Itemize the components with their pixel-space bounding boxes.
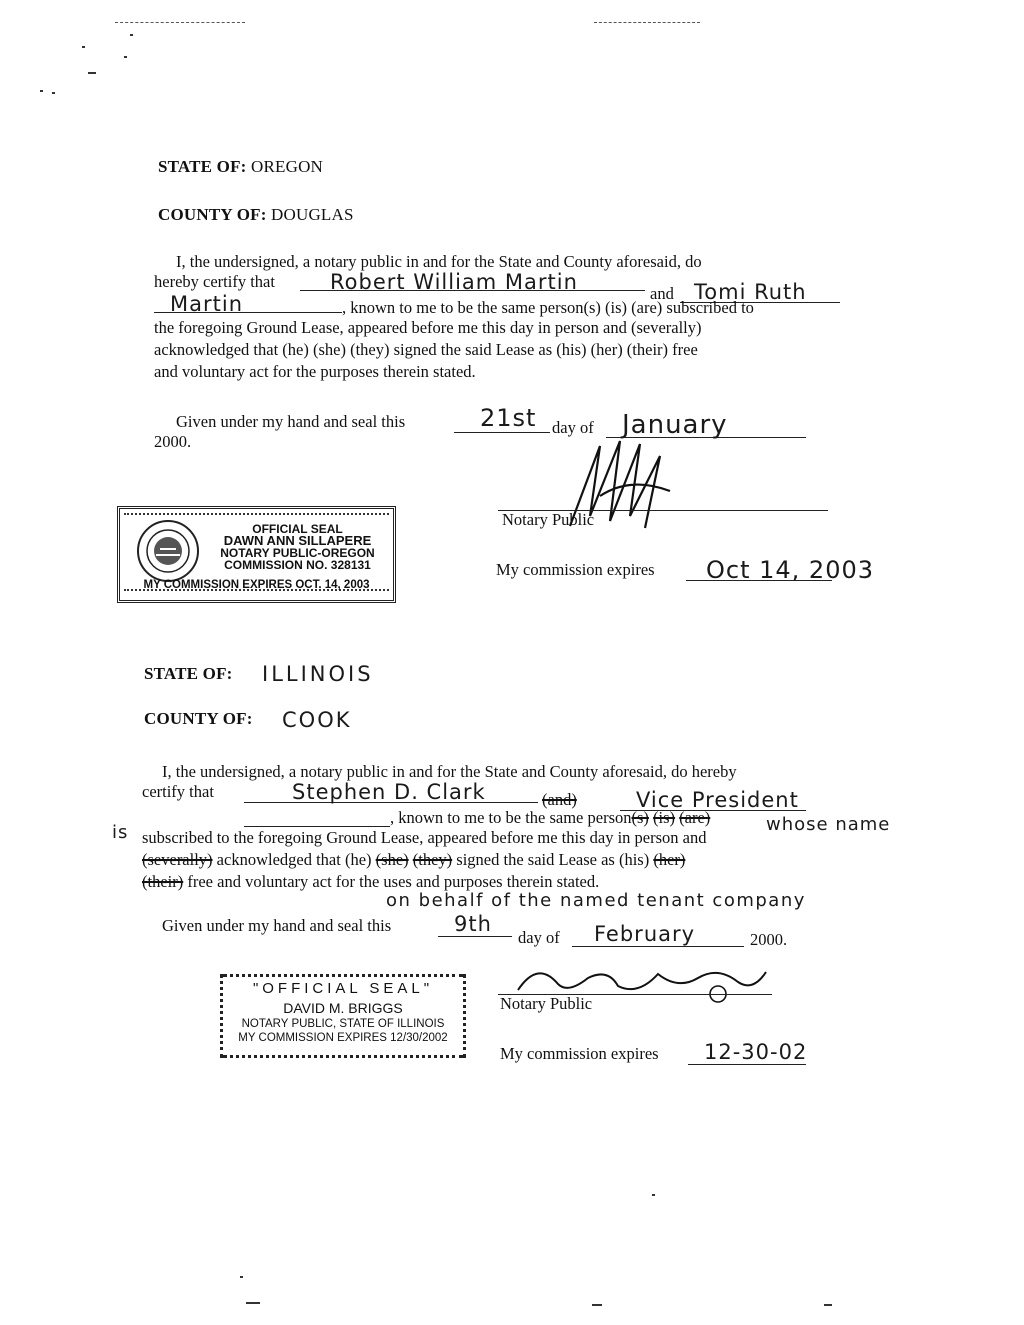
scan-speck bbox=[52, 92, 55, 94]
day-handwritten-1: 21st bbox=[480, 404, 537, 432]
official-seal-oregon bbox=[117, 506, 396, 603]
scan-speck bbox=[40, 90, 43, 92]
state-heading-1: STATE OF: OREGON bbox=[158, 157, 324, 176]
state-value-handwritten-2: ILLINOIS bbox=[262, 662, 374, 686]
commission-label-1: My commission expires bbox=[496, 560, 655, 579]
is-margin-handwritten: is bbox=[112, 822, 129, 843]
scan-speck bbox=[240, 1276, 243, 1278]
para1-line6: and voluntary act for the purposes therein stated. bbox=[154, 362, 476, 381]
para1-line5: acknowledged that (he) (she) (they) signed the said Lease as (his) (her) (their) free bbox=[154, 340, 698, 359]
commission-value-1: Oct 14, 2003 bbox=[706, 556, 874, 584]
given-text-1: Given under my hand and seal this bbox=[176, 412, 406, 431]
scan-speck bbox=[124, 56, 127, 58]
scan-speck bbox=[824, 1304, 832, 1306]
month-handwritten-1: January bbox=[622, 410, 728, 440]
day-handwritten-2: 9th bbox=[454, 912, 492, 936]
scan-speck bbox=[82, 46, 85, 48]
official-seal-illinois: "OFFICIAL SEAL" DAVID M. BRIGGS NOTARY PUBLIC, STATE OF ILLINOIS MY COMMISSION EXPIRES 12/30/2002 bbox=[220, 974, 466, 1058]
year-2: 2000. bbox=[750, 930, 788, 949]
commission-label-2: My commission expires bbox=[500, 1044, 659, 1063]
month-handwritten-2: February bbox=[594, 922, 696, 946]
scan-edge bbox=[115, 22, 245, 23]
scan-speck bbox=[592, 1304, 602, 1306]
para1-line1: I, the undersigned, a notary public in and for the State and County aforesaid, do bbox=[176, 252, 702, 271]
scan-speck bbox=[130, 34, 133, 36]
day-line-1 bbox=[454, 432, 550, 433]
notary-public-2: Notary Public bbox=[500, 994, 593, 1013]
name1-handwritten: Robert William Martin bbox=[330, 270, 578, 294]
commission-value-2: 12-30-02 bbox=[704, 1040, 808, 1064]
notary-public-1: Notary Public bbox=[502, 510, 595, 529]
name2b-handwritten: Martin bbox=[170, 292, 243, 316]
commission-line-2 bbox=[688, 1064, 806, 1065]
county-heading-2: COUNTY OF: bbox=[144, 709, 253, 728]
name2-handwritten: Tomi Ruth bbox=[694, 280, 807, 304]
para1-line4: the foregoing Ground Lease, appeared before me this day in person and (severally) bbox=[154, 318, 702, 337]
given-text-2: Given under my hand and seal this bbox=[162, 916, 392, 935]
whose-name-handwritten: whose name bbox=[766, 814, 891, 835]
and-struck-2: (and) bbox=[542, 790, 577, 809]
para2-line2: certify that bbox=[142, 782, 214, 801]
insert-note-handwritten: on behalf of the named tenant company bbox=[386, 890, 806, 911]
month-line-2 bbox=[572, 946, 744, 947]
county-value-handwritten-2: COOK bbox=[282, 708, 352, 732]
para2-line4: subscribed to the foregoing Ground Lease, appeared before me this day in person and bbox=[142, 828, 707, 847]
scan-edge bbox=[594, 22, 700, 23]
title-handwritten-2: Vice President bbox=[636, 788, 799, 812]
scan-speck bbox=[652, 1194, 655, 1196]
county-heading-1: COUNTY OF: DOUGLAS bbox=[158, 205, 354, 224]
year-1: 2000. bbox=[154, 432, 192, 451]
scan-speck bbox=[88, 72, 96, 74]
day-of-2: day of bbox=[518, 928, 560, 947]
name-handwritten-2: Stephen D. Clark bbox=[292, 780, 486, 804]
state-heading-2: STATE OF: bbox=[144, 664, 233, 683]
para2-line3: , known to me to be the same person(s) (is) (are) bbox=[390, 808, 711, 827]
state-seal-icon bbox=[136, 519, 200, 583]
day-of-1: day of bbox=[552, 418, 594, 437]
para1-line2: hereby certify that bbox=[154, 272, 275, 291]
para2-line1: I, the undersigned, a notary public in and for the State and County aforesaid, do hereby bbox=[162, 762, 737, 781]
para2-line5: (severally) acknowledged that (he) (she) (they) signed the said Lease as (his) (her) bbox=[142, 850, 686, 869]
seal-1-text: OFFICIAL SEAL DAWN ANN SILLAPERE NOTARY PUBLIC-OREGON COMMISSION NO. 328131 bbox=[220, 522, 375, 572]
seal-1-expires: MY COMMISSION EXPIRES OCT. 14, 2003 bbox=[143, 579, 370, 591]
blank-line-2 bbox=[244, 826, 390, 827]
para2-line6: (their) free and voluntary act for the uses and purposes therein stated. bbox=[142, 872, 600, 891]
scan-speck bbox=[246, 1302, 260, 1304]
day-line-2 bbox=[438, 936, 512, 937]
and-text: and bbox=[650, 284, 674, 303]
para1-line3: , known to me to be the same person(s) (is) (are) subscribed to bbox=[342, 298, 754, 317]
